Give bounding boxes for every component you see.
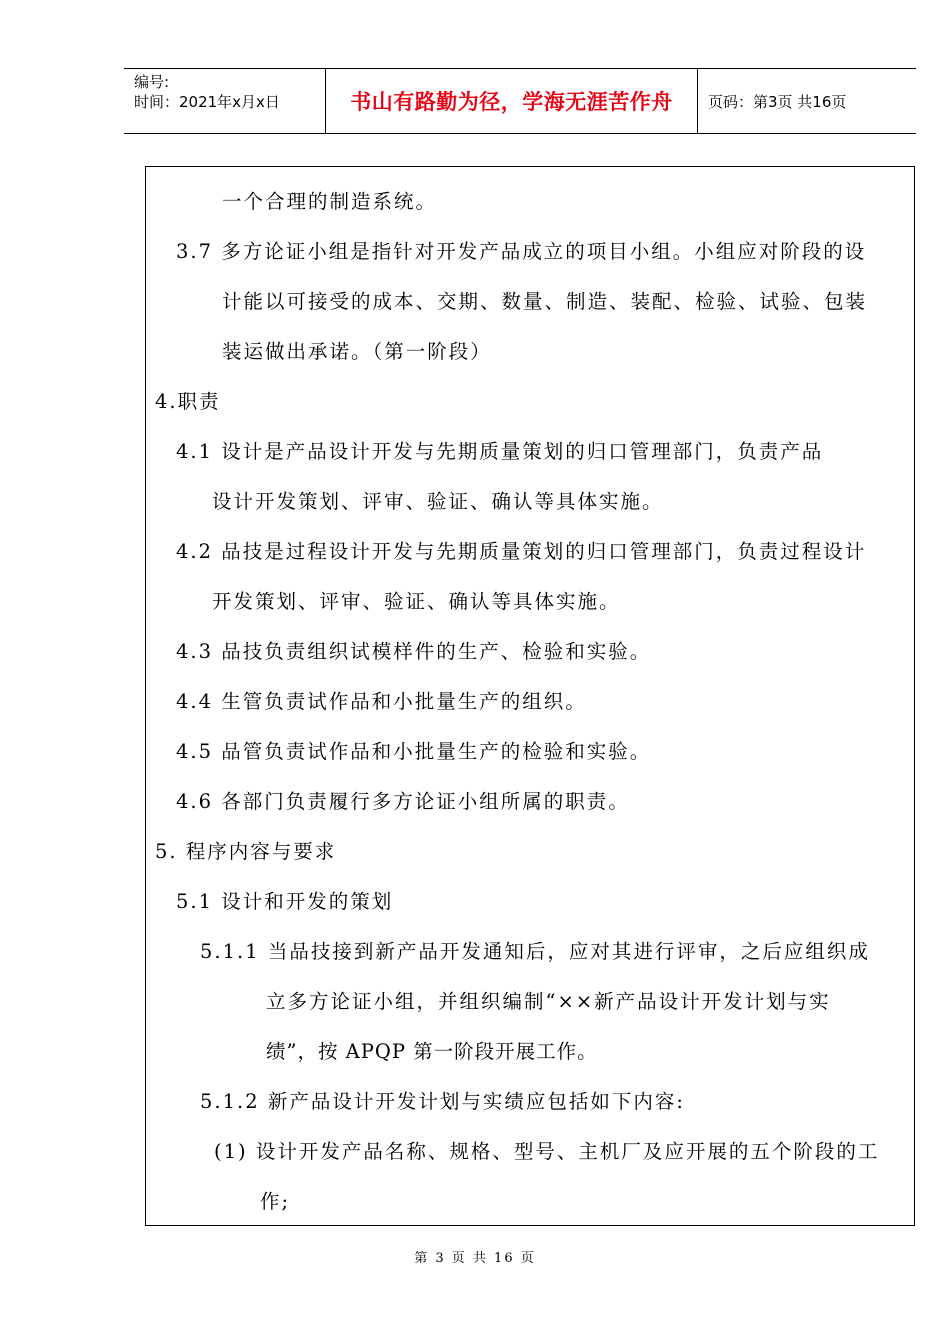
text-line: 立多方论证小组，并组织编制“××新产品设计开发计划与实 xyxy=(266,990,831,1013)
serial-number-label: 编号: xyxy=(134,73,170,91)
text-line: 4.4 生管负责试作品和小批量生产的组织。 xyxy=(176,690,587,713)
date-line: 时间：2021年x月x日 xyxy=(134,93,280,111)
header-meta-cell xyxy=(124,69,326,133)
text-line: 4.5 品管负责试作品和小批量生产的检验和实验。 xyxy=(176,740,652,763)
page-header xyxy=(124,68,916,134)
text-line: 4.3 品技负责组织试模样件的生产、检验和实验。 xyxy=(176,640,652,663)
text-line: 4.6 各部门负责履行多方论证小组所属的职责。 xyxy=(176,790,630,813)
text-line: 开发策划、评审、验证、确认等具体实施。 xyxy=(212,590,621,613)
page-footer: 第 3 页 共 16 页 xyxy=(414,1251,536,1266)
text-line: 5.1.2 新产品设计开发计划与实绩应包括如下内容: xyxy=(200,1090,685,1113)
motto-text: 书山有路勤为径，学海无涯苦作舟 xyxy=(350,90,673,114)
text-line: 4.1 设计是产品设计开发与先期质量策划的归口管理部门，负责产品 xyxy=(176,440,824,463)
text-line: 4.2 品技是过程设计开发与先期质量策划的归口管理部门，负责过程设计 xyxy=(176,540,867,563)
text-line: 设计开发策划、评审、验证、确认等具体实施。 xyxy=(212,490,664,513)
text-line: 装运做出承诺。（第一阶段） xyxy=(222,340,492,363)
text-line: 作; xyxy=(260,1190,291,1213)
section-heading: 4.职责 xyxy=(155,390,221,413)
section-heading: 5. 程序内容与要求 xyxy=(155,840,337,863)
header-page-info-cell xyxy=(698,69,916,133)
page-info: 页码：第3页 共16页 xyxy=(708,92,847,111)
text-line: (1) 设计开发产品名称、规格、型号、主机厂及应开展的五个阶段的工 xyxy=(214,1140,880,1163)
text-line: 5.1.1 当品技接到新产品开发通知后，应对其进行评审，之后应组织成 xyxy=(200,940,870,963)
text-line: 一个合理的制造系统。 xyxy=(222,190,438,213)
subsection-heading: 5.1 设计和开发的策划 xyxy=(176,890,394,913)
header-motto-cell xyxy=(326,69,698,133)
text-line: 绩”，按 APQP 第一阶段开展工作。 xyxy=(266,1040,598,1063)
text-line: 计能以可接受的成本、交期、数量、制造、装配、检验、试验、包装 xyxy=(222,290,868,313)
text-line: 3.7 多方论证小组是指针对开发产品成立的项目小组。小组应对阶段的设 xyxy=(176,240,867,263)
